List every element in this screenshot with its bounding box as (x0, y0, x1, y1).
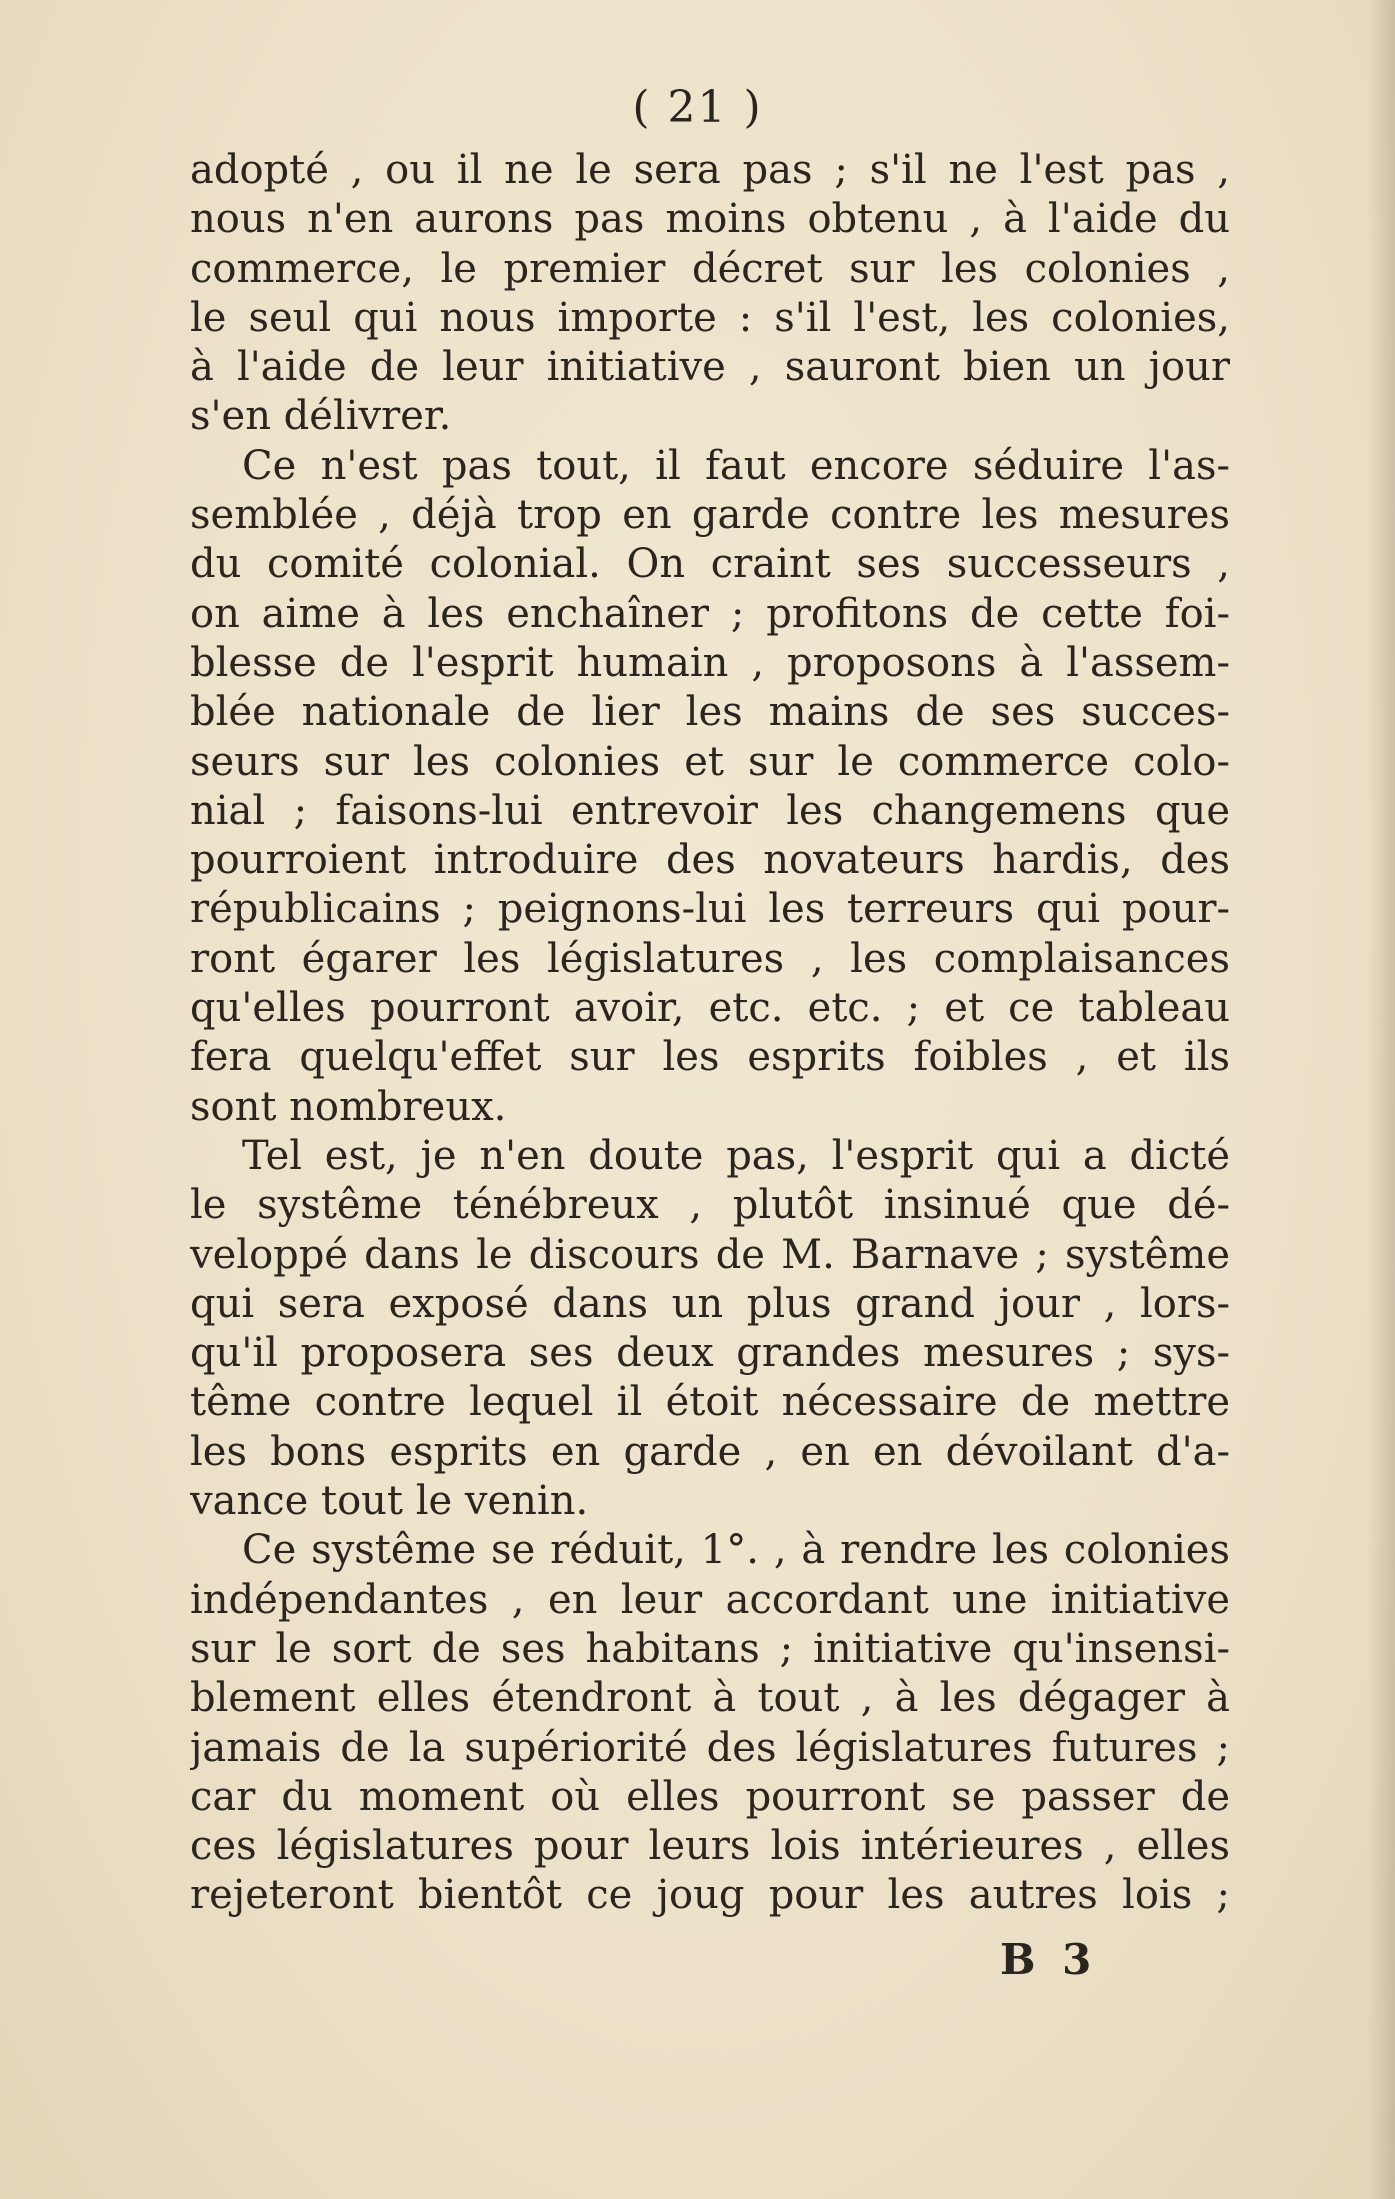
paragraph-1 (190, 146, 1230, 442)
text-line: indépendantes , en leur accordant une initiative (190, 1576, 1230, 1623)
text-line: nial ; faisons-lui entrevoir les changemens que (190, 787, 1230, 834)
text-line: sont nombreux. (190, 1083, 507, 1130)
text-line: fera quelqu'effet sur les esprits foibles , et ils (190, 1034, 1230, 1081)
text-line: le systême ténébreux , plutôt insinué que dé- (190, 1182, 1230, 1229)
body-text (190, 146, 1230, 1921)
text-line: ces législatures pour leurs lois intérieures , elles (190, 1823, 1230, 1870)
text-line: qu'elles pourront avoir, etc. etc. ; et ce tableau (190, 985, 1230, 1032)
text-line: vance tout le venin. (190, 1478, 589, 1525)
paragraph-2 (190, 442, 1230, 1132)
text-line: adopté , ou il ne le sera pas ; s'il ne l'est pas , (190, 147, 1230, 193)
text-line: du comité colonial. On craint ses successeurs , (190, 541, 1230, 588)
text-line: rejeteront bientôt ce joug pour les autres lois ; (190, 1872, 1230, 1919)
text-line: s'en délivrer. (190, 393, 452, 440)
text-line: qui sera exposé dans un plus grand jour , lors- (190, 1280, 1230, 1327)
paragraph-4 (190, 1526, 1230, 1920)
text-line: car du moment où elles pourront se passer de (190, 1773, 1230, 1820)
text-line: on aime à les enchaîner ; profitons de cette foi- (190, 590, 1230, 637)
page-edge-shadow (1367, 0, 1395, 2199)
text-line: semblée , déjà trop en garde contre les mesures (190, 492, 1230, 539)
text-line: blement elles étendront à tout , à les dégager à (190, 1675, 1230, 1722)
text-line: tême contre lequel il étoit nécessaire de mettre (190, 1379, 1230, 1426)
text-line: seurs sur les colonies et sur le commerce colo- (190, 738, 1230, 785)
text-line: Tel est, je n'en doute pas, l'esprit qui a dicté (242, 1132, 1230, 1179)
text-line: commerce, le premier décret sur les colonies , (190, 245, 1230, 292)
text-line: veloppé dans le discours de M. Barnave ; systême (190, 1231, 1230, 1278)
paragraph-3 (190, 1132, 1230, 1526)
text-line: pourroient introduire des novateurs hardis, des (190, 837, 1230, 884)
text-line: qu'il proposera ses deux grandes mesures ; sys- (190, 1330, 1230, 1377)
text-line: nous n'en aurons pas moins obtenu , à l'aide du (190, 196, 1230, 243)
page-number: ( 21 ) (632, 82, 763, 133)
text-line: à l'aide de leur initiative , sauront bien un jour (190, 344, 1230, 391)
text-line: Ce systême se réduit, 1°. , à rendre les colonies (242, 1527, 1230, 1574)
text-line: blée nationale de lier les mains de ses succes- (190, 689, 1230, 736)
text-line: jamais de la supériorité des législatures futures ; (190, 1724, 1230, 1771)
text-line: blesse de l'esprit humain , proposons à l'assem- (190, 639, 1230, 686)
text-line: républicains ; peignons-lui les terreurs qui pour- (190, 886, 1230, 933)
text-line: Ce n'est pas tout, il faut encore séduire l'as- (242, 442, 1230, 489)
text-line: ront égarer les législatures , les complaisances (190, 935, 1230, 982)
text-line: le seul qui nous importe : s'il l'est, les colonies, (190, 294, 1230, 341)
text-line: les bons esprits en garde , en en dévoilant d'a- (190, 1428, 1230, 1475)
text-line: sur le sort de ses habitans ; initiative qu'insensi- (190, 1625, 1230, 1672)
signature-mark: B 3 (1000, 1935, 1098, 1984)
